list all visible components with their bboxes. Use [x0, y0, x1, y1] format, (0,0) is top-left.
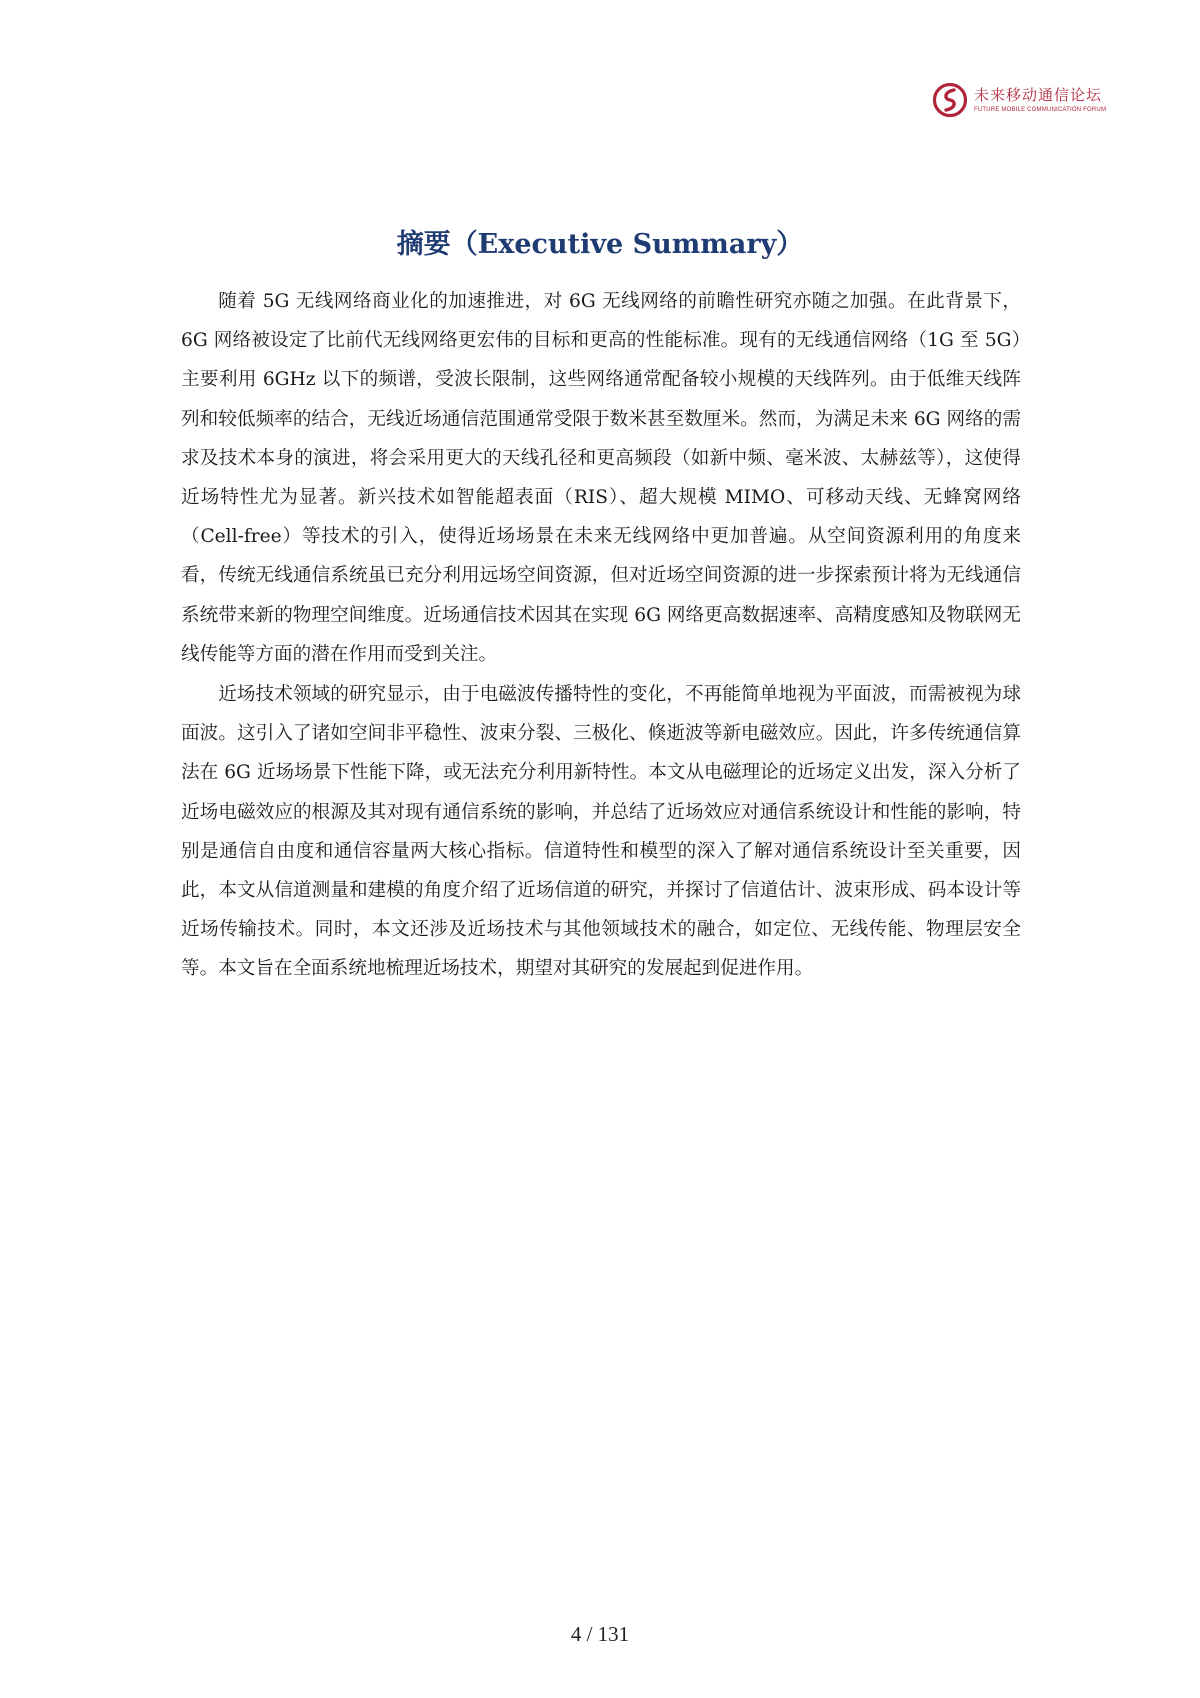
- logo-text: [974, 85, 1107, 113]
- summary-body: [181, 282, 1021, 990]
- forum-emblem-icon: [932, 82, 968, 118]
- page-number: 4 / 131: [570, 1622, 630, 1646]
- summary-paragraph-2: 近场技术领域的研究显示，由于电磁波传播特性的变化，不再能简单地视为平面波，而需被视为球面波。这引入了诸如空间非平稳性、波束分裂、三极化、倏逝波等新电磁效应。因此，许多传统通信算法在 6G 近场场景下性能下降，或无法充分利用新特性。本文从电磁理论的近场定义出发，深入分析了近场电磁效应的根源及其对现有通信系统的影响，并总结了近场效应对通信系统设计和性能的影响，特别是通信自由度和通信容量两大核心指标。信道特性和模型的深入了解对通信系统设计至关重要，因此，本文从信道测量和建模的角度介绍了近场信道的研究，并探讨了信道估计、波束形成、码本设计等近场传输技术。同时，本文还涉及近场技术与其他领域技术的融合，如定位、无线传能、物理层安全等。本文旨在全面系统地梳理近场技术，期望对其研究的发展起到促进作用。: [181, 684, 1021, 980]
- summary-paragraph-1: 随着 5G 无线网络商业化的加速推进，对 6G 无线网络的前瞻性研究亦随之加强。在此背景下，6G 网络被设定了比前代无线网络更宏伟的目标和更高的性能标准。现有的无线通信网络（1G 至 5G）主要利用 6GHz 以下的频谱，受波长限制，这些网络通常配备较小规模的天线阵列。由于低维天线阵列和较低频率的结合，无线近场通信范围通常受限于数米甚至数厘米。然而，为满足未来 6G 网络的需求及技术本身的演进，将会采用更大的天线孔径和更高频段（如新中频、毫米波、太赫兹等），这使得近场特性尤为显著。新兴技术如智能超表面（RIS）、超大规模 MIMO、可移动天线、无蜂窝网络（Cell-free）等技术的引入，使得近场场景在未来无线网络中更加普遍。从空间资源利用的角度来看，传统无线通信系统虽已充分利用远场空间资源，但对近场空间资源的进一步探索预计将为无线通信系统带来新的物理空间维度。近场通信技术因其在实现 6G 网络更高数据速率、高精度感知及物联网无线传能等方面的潜在作用而受到关注。: [181, 291, 1021, 665]
- logo-chinese-name: 未来移动通信论坛: [974, 85, 1103, 104]
- page-title: 摘要（Executive Summary）: [396, 229, 804, 260]
- forum-logo: [932, 80, 1132, 120]
- logo-english-name: FUTURE MOBILE COMMUNICATION FORUM: [974, 106, 1107, 113]
